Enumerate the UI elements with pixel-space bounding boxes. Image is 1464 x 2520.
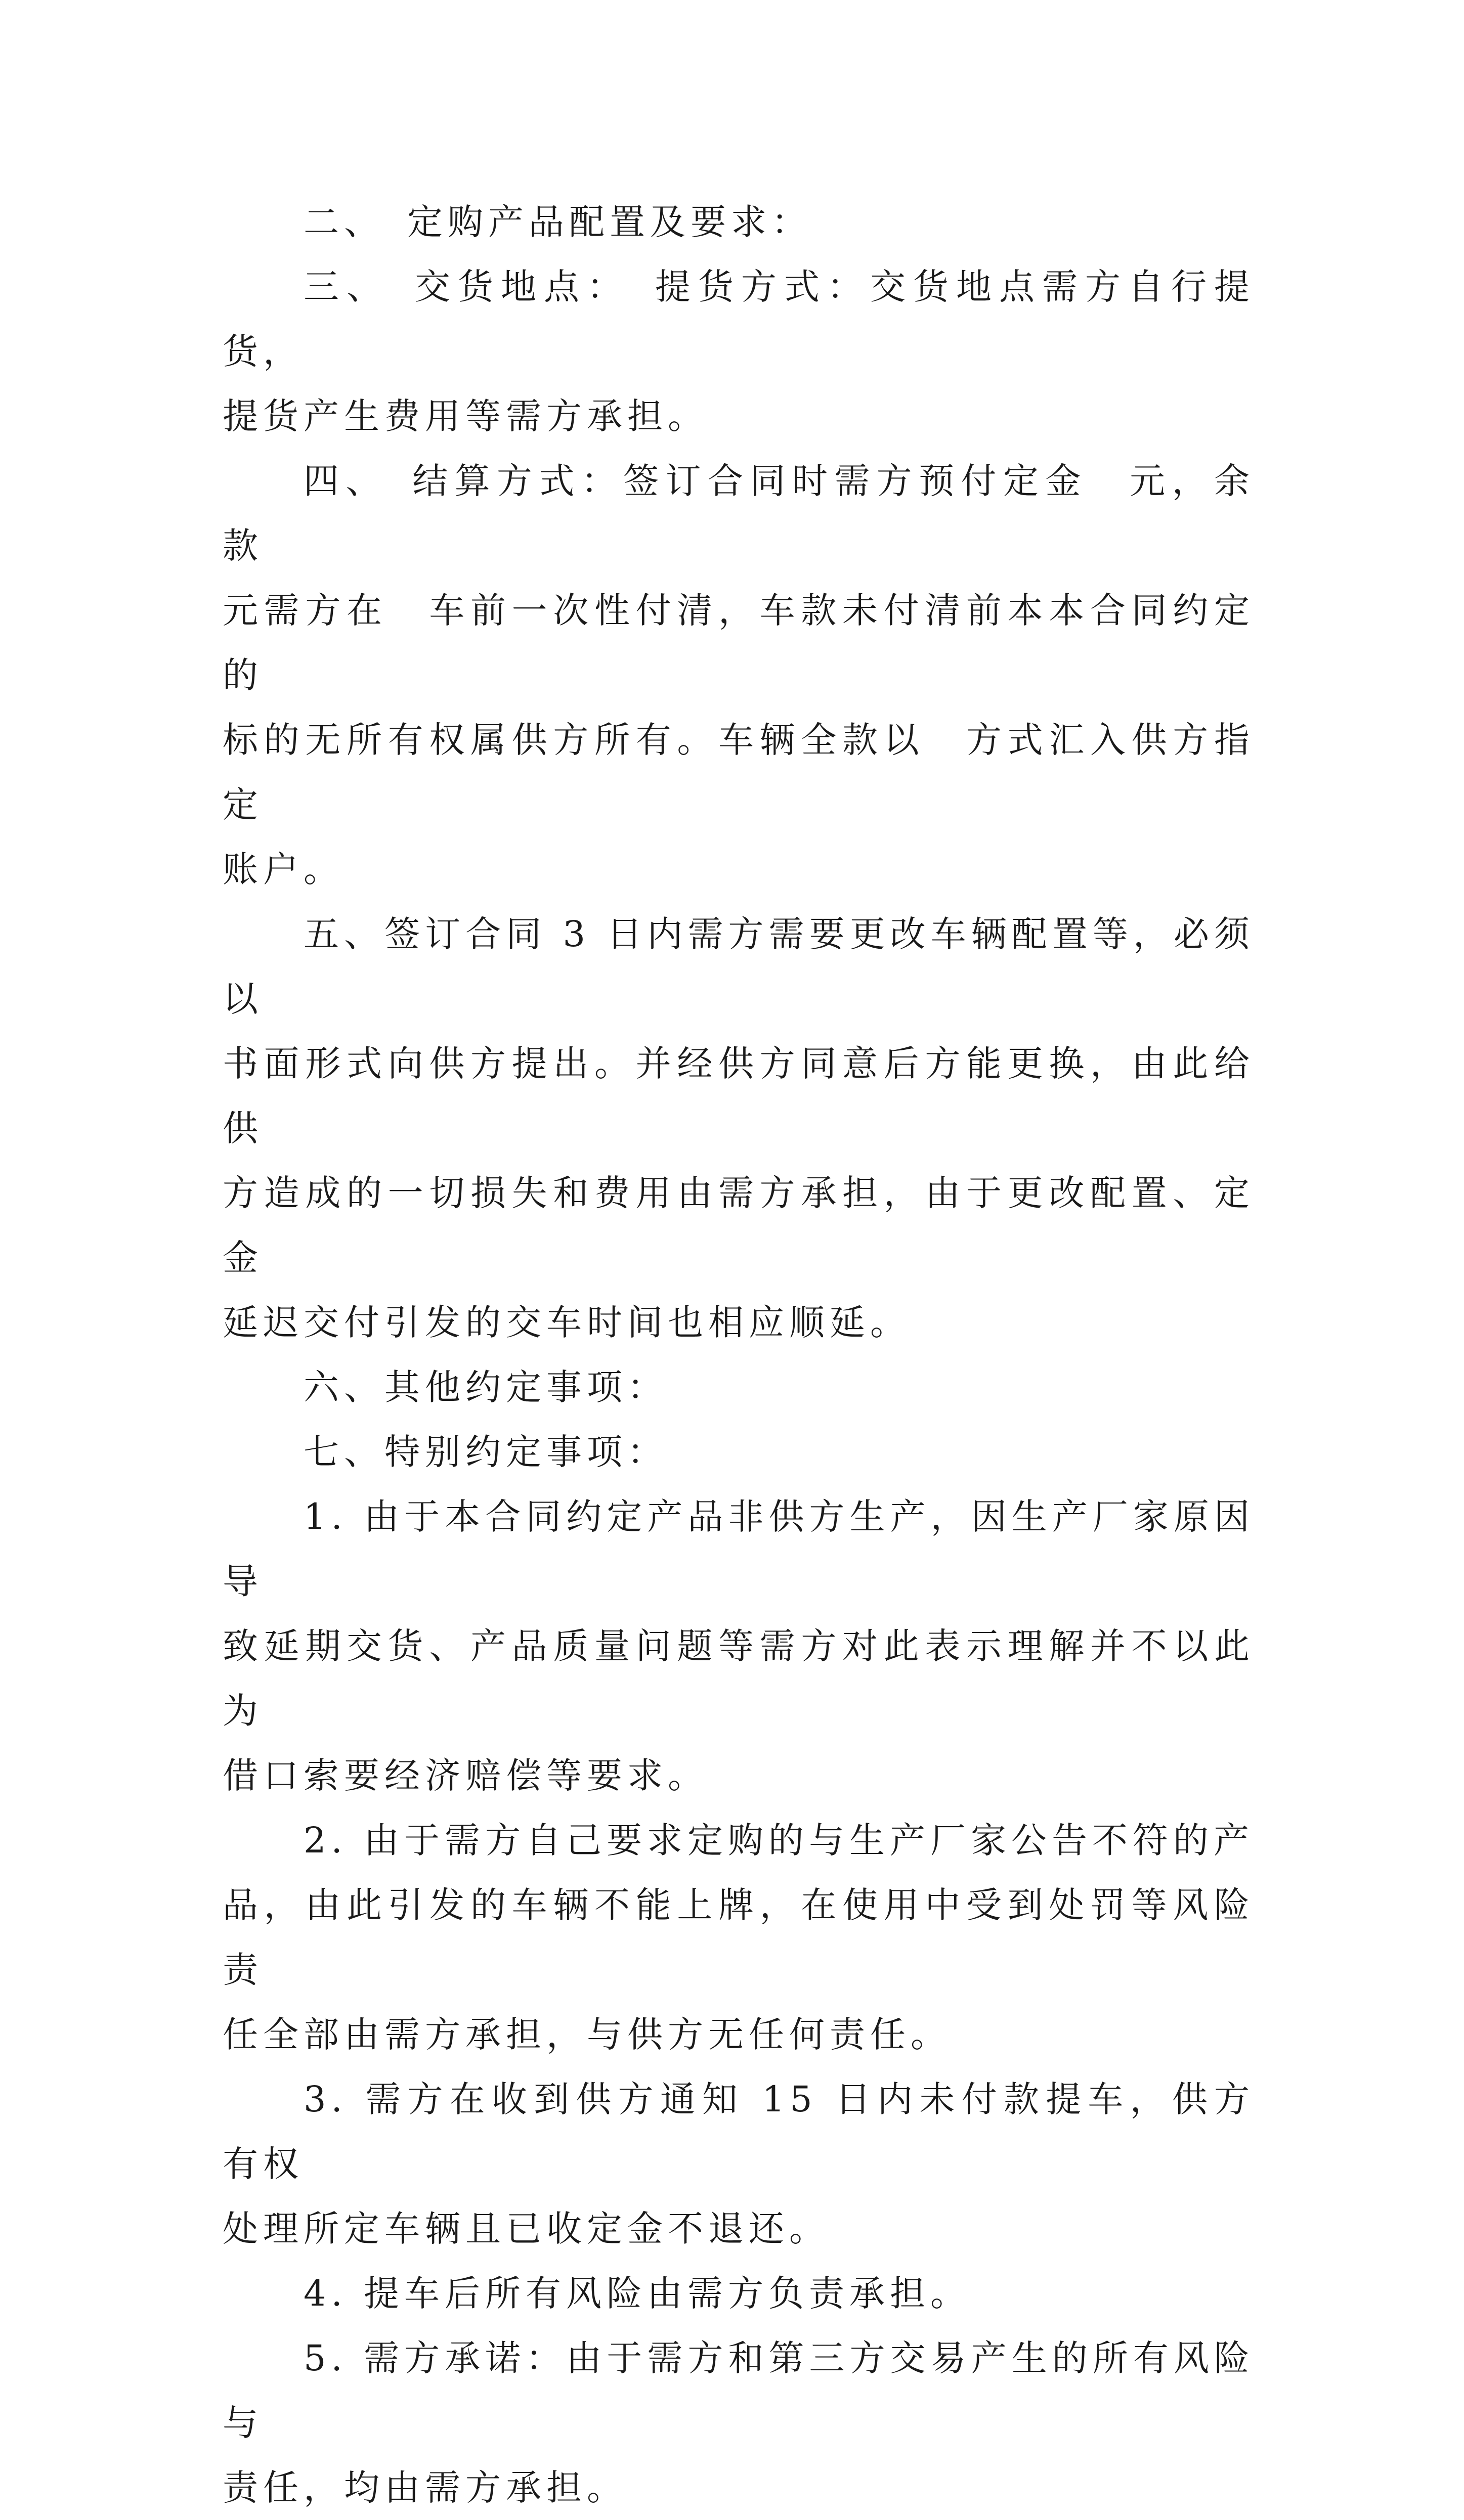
text-line: 二、 定购产品配置及要求：: [304, 201, 812, 243]
paragraph-product-config: [223, 190, 1255, 254]
text-line: 四、 结算方式：签订合同时需方预付定金 元，余款: [223, 460, 1255, 566]
text-line: 提货产生费用等需方承担。: [223, 395, 708, 437]
text-line: 方造成的一切损失和费用由需方承担，由于更改配置、定金: [223, 1172, 1255, 1278]
text-line: 七、特别约定事项：: [304, 1431, 668, 1473]
text-line: 3. 需方在收到供方通知 15 日内未付款提车，供方有权: [223, 2079, 1255, 2185]
text-line: 账户。: [223, 849, 344, 890]
text-line: 书面形式向供方提出。并经供方同意后方能更换，由此给供: [223, 1043, 1255, 1149]
text-line: 致延期交货、产品质量问题等需方对此表示理解并不以此为: [223, 1625, 1255, 1732]
text-line: 元需方在 车前一次性付清，车款未付清前本本合同约定的: [223, 590, 1255, 696]
paragraph-other-terms: [223, 1355, 1255, 1420]
paragraph-special-term-3: [223, 2067, 1255, 2261]
text-line: 4. 提车后所有风险由需方负责承担。: [304, 2273, 971, 2314]
text-line: 责任，均由需方承担。: [223, 2467, 627, 2508]
paragraph-special-term-4: [223, 2261, 1255, 2326]
paragraph-delivery-location: [223, 254, 1255, 449]
text-line: 处理所定车辆且已收定金不退还。: [223, 2208, 830, 2249]
paragraph-special-term-2: [223, 1808, 1255, 2067]
text-line: 5. 需方承诺：由于需方和第三方交易产生的所有风险与: [223, 2337, 1255, 2444]
paragraph-special-term-1: [223, 1484, 1255, 1808]
paragraph-config-change: [223, 902, 1255, 1355]
document-page: [223, 190, 1255, 2520]
text-line: 六、其他约定事项：: [304, 1366, 668, 1408]
text-line: 标的无所有权属供方所有。车辆全款以 方式汇入供方指定: [223, 719, 1255, 825]
paragraph-special-term-5: [223, 2326, 1255, 2520]
text-line: 2. 由于需方自己要求定购的与生产厂家公告不符的产: [304, 1820, 1255, 1861]
paragraph-special-terms: [223, 1420, 1255, 1484]
text-line: 任全部由需方承担，与供方无任何责任。: [223, 2014, 951, 2055]
text-line: 延迟交付引发的交车时间也相应顺延。: [223, 1302, 911, 1343]
paragraph-settlement: [223, 449, 1255, 902]
text-line: 1. 由于本合同约定产品非供方生产，因生产厂家原因导: [223, 1496, 1255, 1602]
text-line: 品，由此引发的车辆不能上牌，在使用中受到处罚等风险责: [223, 1884, 1255, 1991]
text-line: 借口索要经济赔偿等要求。: [223, 1755, 708, 1796]
text-line: 三、 交货地点： 提货方式：交货地点需方自行提货，: [223, 266, 1255, 372]
text-line: 五、签订合同 3 日内需方需要更改车辆配置等，必须以: [223, 913, 1255, 1020]
